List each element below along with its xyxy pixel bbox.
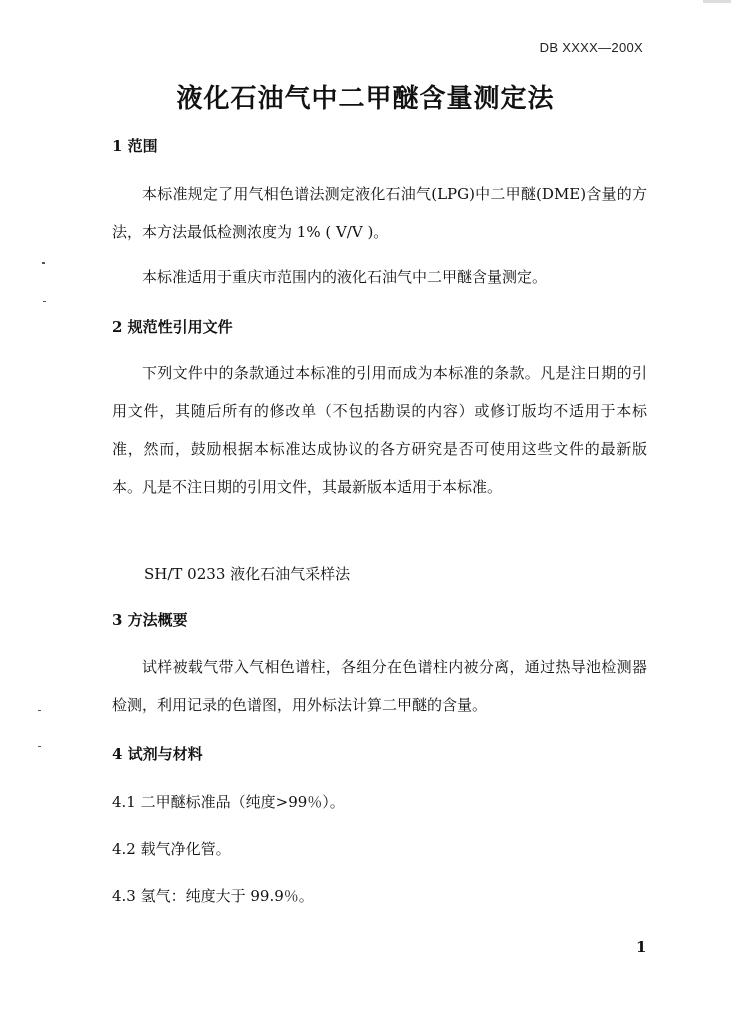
- section-2-heading: 2 规范性引用文件: [112, 318, 233, 336]
- section-3-heading: 3 方法概要: [112, 611, 188, 629]
- page-number: 1: [636, 938, 647, 956]
- normative-reference: SH/T 0233 液化石油气采样法: [144, 565, 351, 583]
- scan-speck: [43, 301, 46, 302]
- section-4-item-2: 4.2 载气净化管。: [112, 840, 231, 858]
- scan-speck: [42, 262, 45, 264]
- page-title: 液化石油气中二甲醚含量测定法: [176, 84, 555, 114]
- section-1-paragraph-2: 本标准适用于重庆市范围内的液化石油气中二甲醚含量测定。: [142, 268, 548, 286]
- section-4-heading: 4 试剂与材料: [112, 745, 203, 763]
- section-1-heading: 1 范围: [112, 137, 158, 155]
- section-4-item-3: 4.3 氢气：纯度大于 99.9％。: [112, 887, 314, 905]
- scan-speck: [38, 710, 41, 711]
- section-2-paragraph-1: 下列文件中的条款通过本标准的引用而成为本标准的条款。凡是注日期的引用文件，其随后所有的修改单（不包括勘误的内容）或修订版均不适用于本标准，然而，鼓励根据本标准达成协议的各方研究是否可使用这些文件的最新版本。凡是不注日期的引用文件，其最新版本适用于本标准。: [112, 364, 647, 496]
- section-1-paragraph-1: 本标准规定了用气相色谱法测定液化石油气(LPG)中二甲醚(DME)含量的方法，本方法最低检测浓度为 1% ( V/V )。: [112, 185, 647, 241]
- document-code: DB XXXX—200X: [539, 40, 643, 55]
- section-4-item-1: 4.1 二甲醚标准品（纯度>99％）。: [112, 793, 345, 811]
- scan-speck: [38, 746, 41, 747]
- scan-edge-mark: [703, 0, 731, 3]
- section-3-paragraph-1: 试样被载气带入气相色谱柱，各组分在色谱柱内被分离，通过热导池检测器检测，利用记录的色谱图，用外标法计算二甲醚的含量。: [112, 658, 647, 714]
